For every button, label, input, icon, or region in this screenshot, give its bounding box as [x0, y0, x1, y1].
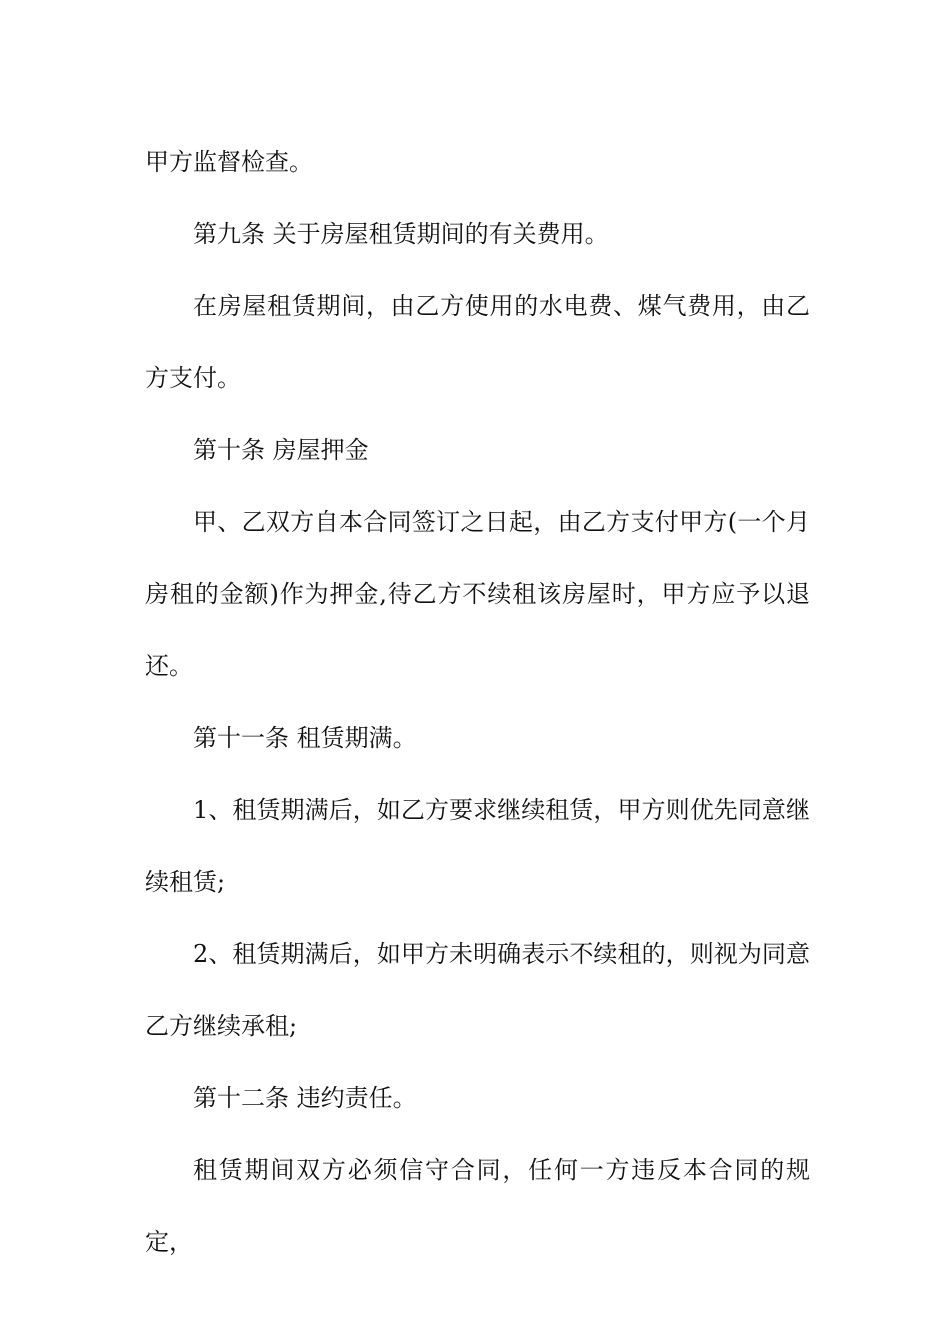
paragraph-continuation: 甲方监督检查。	[145, 148, 313, 176]
article-11-item-1: 1、租赁期满后，如乙方要求继续租赁，甲方则优先同意继续租赁;	[145, 796, 810, 896]
article-10-body: 甲、乙双方自本合同签订之日起，由乙方支付甲方(一个月房租的金额)作为押金,待乙方不续租该房屋时，甲方应予以退还。	[145, 508, 810, 680]
article-11-heading: 第十一条 租赁期满。	[193, 724, 417, 752]
article-9-body: 在房屋租赁期间，由乙方使用的水电费、煤气费用，由乙方支付。	[145, 292, 810, 392]
article-11-item-2: 2、租赁期满后，如甲方未明确表示不续租的，则视为同意乙方继续承租;	[145, 940, 810, 1040]
article-10-heading: 第十条 房屋押金	[193, 436, 369, 464]
article-12-body: 租赁期间双方必须信守合同，任何一方违反本合同的规定，	[145, 1156, 810, 1256]
article-9-heading: 第九条 关于房屋租赁期间的有关费用。	[193, 220, 609, 248]
article-12-heading: 第十二条 违约责任。	[193, 1084, 417, 1112]
document-body	[145, 126, 810, 1278]
